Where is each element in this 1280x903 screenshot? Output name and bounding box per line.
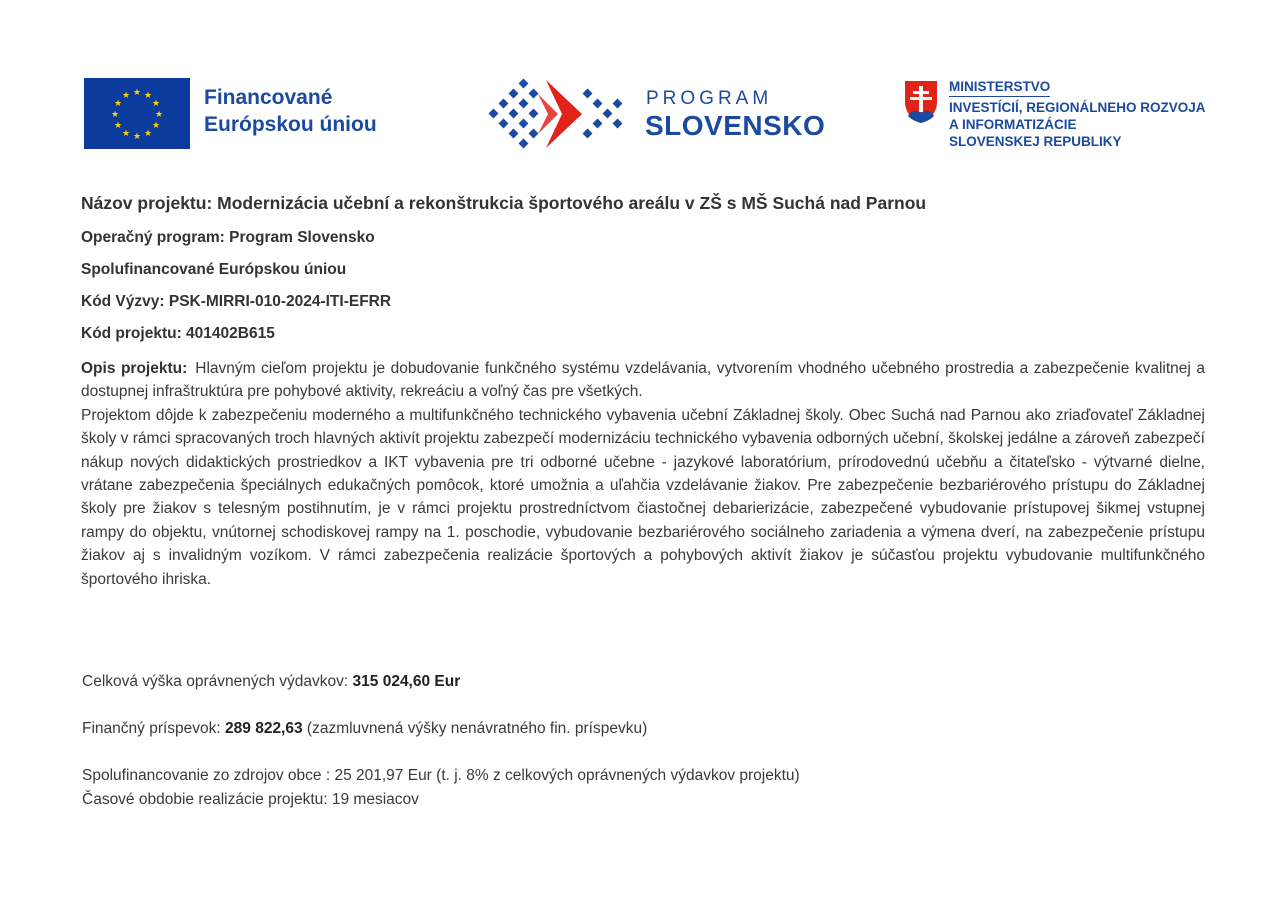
svg-text:★: ★ <box>151 99 161 109</box>
description-paragraph-2: Projektom dôjde k zabezpečeniu moderného a multifunkčného technického vybavenia učební Základnej školy. Obec Suchá nad Parnou ako zriaďovateľ Základnej školy v rámci spracovaných troch hlavných aktivít projektu zabezpečí modernizáciu technického vybavenia odborných učební, školskej jedálne a zároveň zabezpečí nákup nových didaktických prostriedkov a IKT vybavenia pre tri odborné učebne - jazykové laboratórium, prírodovednú učebňu a čitateľsko - výtvarné dielne, vrátane zabezpečenia špeciálnych edukačných pomôcok, ktoré umožnia a uľahčia vzdelávanie žiakov. Pre zabezpečenie bezbariérového prístupu do Základnej školy pre žiakov s telesným postihnutím, je v rámci projektu prostredníctvom čiastočnej debarierizácie, zabezpečené vybudovanie prístupovej šikmej vstupnej rampy do objektu, vnútornej schodiskovej rampy na 1. poschodie, vybudovanie bezbariérového sociálneho zariadenia a výmena dverí, na zabezpečenie prístupu žiakov aj s invalidným vozíkom. V rámci zabezpečenia realizácie športových a pohybových aktivít žiakov je súčasťou projektu vybudovanie multifunkčného športového ihriska. <box>81 406 1205 588</box>
program-label-small: PROGRAM <box>646 88 773 109</box>
financial-contribution <box>82 720 647 738</box>
svg-text:★: ★ <box>113 121 123 131</box>
eu-flag-icon <box>84 78 190 149</box>
project-info <box>81 193 1205 591</box>
svg-text:★: ★ <box>121 129 131 139</box>
total-expenses-value: 315 024,60 Eur <box>352 673 461 690</box>
svg-text:★: ★ <box>154 110 164 120</box>
municipal-cofinancing: Spolufinancovanie zo zdrojov obce : 25 201,97 Eur (t. j. 8% z celkových oprávnených výdavkov projektu) <box>82 767 800 784</box>
description-text-1: Hlavným cieľom projektu je dobudovanie funkčného systému vzdelávania, vytvorením vhodného učebného prostredia a zabezpečenie kvalitnej a dostupnej infraštruktúra pre pohybové aktivity, rekreáciu a voľný čas pre všetkých. <box>81 360 1205 401</box>
slovak-coat-of-arms-icon <box>904 80 938 124</box>
ministry-line3: A INFORMATIZÁCIE <box>949 117 1077 132</box>
project-duration: Časové obdobie realizácie projektu: 19 mesiacov <box>82 791 419 808</box>
total-expenses-label: Celková výška oprávnených výdavkov: <box>82 673 349 690</box>
svg-text:★: ★ <box>121 91 131 101</box>
ministry-line1: MINISTERSTVO <box>949 78 1050 97</box>
project-title: Názov projektu: Modernizácia učební a rekonštrukcia športového areálu v ZŠ s MŠ Suchá nad Parnou <box>81 193 927 213</box>
call-code: Kód Výzvy: PSK-MIRRI-010-2024-ITI-EFRR <box>81 293 392 310</box>
ministry-line4: SLOVENSKEJ REPUBLIKY <box>949 134 1122 149</box>
eu-funding-text <box>204 84 377 138</box>
operational-program: Operačný program: Program Slovensko <box>81 229 375 246</box>
logo-header <box>0 0 1280 170</box>
svg-text:★: ★ <box>143 129 153 139</box>
svg-text:★: ★ <box>113 99 123 109</box>
program-label-big: SLOVENSKO <box>645 110 826 141</box>
contribution-label: Finančný príspevok: <box>82 720 221 737</box>
contribution-value: 289 822,63 <box>225 720 303 737</box>
svg-text:★: ★ <box>132 88 142 98</box>
svg-text:★: ★ <box>110 110 120 120</box>
program-slovensko-logo-icon <box>486 76 634 152</box>
svg-text:★: ★ <box>151 121 161 131</box>
svg-text:★: ★ <box>143 91 153 101</box>
description-label: Opis projektu: <box>81 360 188 377</box>
project-code: Kód projektu: 401402B615 <box>81 325 275 342</box>
ministry-name <box>949 78 1206 150</box>
project-description <box>81 357 1205 591</box>
eu-funding-line2: Európskou úniou <box>204 113 377 136</box>
description-paragraph-1 <box>81 357 1205 404</box>
ministry-line2: INVESTÍCIÍ, REGIONÁLNEHO ROZVOJA <box>949 100 1206 115</box>
svg-text:★: ★ <box>132 132 142 142</box>
contribution-note: (zazmluvnená výšky nenávratného fin. príspevku) <box>306 720 648 737</box>
cofinanced-note: Spolufinancované Európskou úniou <box>81 261 347 278</box>
eu-funding-line1: Financované <box>204 86 333 109</box>
total-expenses <box>82 673 460 691</box>
